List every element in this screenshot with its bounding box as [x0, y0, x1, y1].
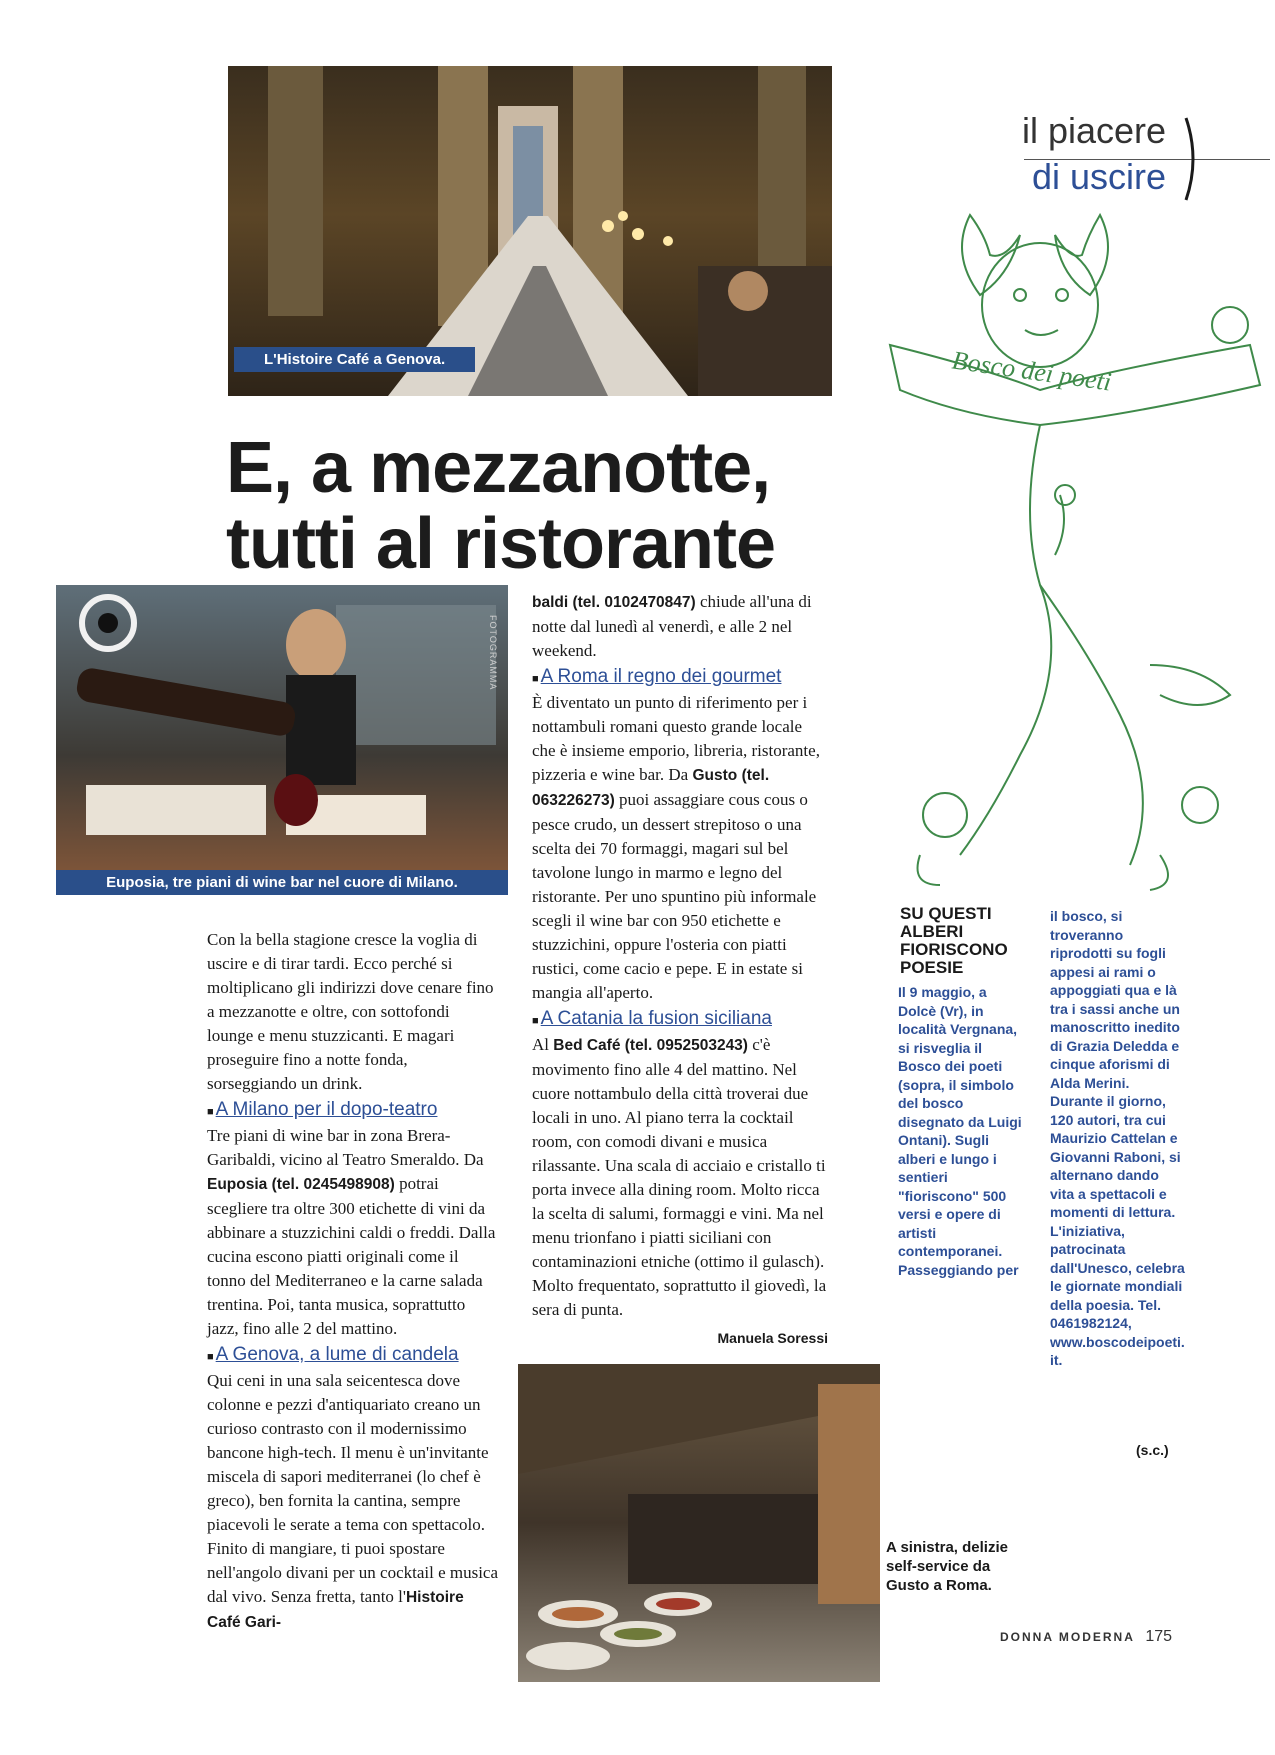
photo-euposia-credit: FOTOGRAMMA	[488, 615, 498, 691]
photo-histoire-cafe-caption: L'Histoire Café a Genova.	[234, 347, 475, 372]
roma-paragraph	[532, 665, 828, 1005]
photo-gusto	[518, 1364, 880, 1682]
catania-text-2: c'è movimento fino alle 4 del mattino. Nel cuore nottambulo della città troverai due locali in uno. Al piano terra la cocktail room, con comodi divani e musica rilassante. Una scala di acciaio e cristallo ti porta invece alla dining room. Molto ricca la scelta di salumi, formaggi e vini. Ma nel menu trionfano i piatti siciliani con contaminazioni etniche (ottimo il gulasch). Molto frequentato, soprattutto il giovedì, la sera di punta.	[532, 1035, 827, 1319]
genova-paragraph	[207, 1343, 499, 1635]
roma-subheading: ■ A Roma il regno dei gourmet	[532, 665, 828, 691]
article-intro: Con la bella stagione cresce la voglia di uscire e di tirar tardi. Ecco perché si moltiplicano gli indirizzi dove cenare fino a mezzanotte e oltre, con sottofondi lounge e menu stuzzicanti. E magari proseguire fino a notte fonda, sorseggiando un drink.	[207, 930, 494, 1093]
genova-continued	[532, 590, 828, 663]
author-byline: Manuela Soressi	[717, 1330, 828, 1346]
footer-magazine-name: DONNA MODERNA	[1000, 1630, 1135, 1644]
genova-contact-cont: baldi (tel. 0102470847)	[532, 594, 696, 611]
sidebar-box	[898, 905, 1198, 1465]
bosco-dei-poeti-drawing	[870, 195, 1270, 895]
bosco-banner-text: Bosco dei poeti	[950, 345, 1114, 397]
milano-text-2: potrai scegliere tra oltre 300 etichette di vini da abbinare a stuzzichini caldi o freddi. Dalla cucina escono piatti originali come il tonno del Mediterraneo e la carne salada trentina. Poi, tanta musica, soprattutto jazz, fino alle 2 del mattino.	[207, 1174, 496, 1338]
genova-continued-text: chiude all'una di notte dal lunedì al venerdì, e alle 2 nel weekend.	[532, 592, 812, 660]
sidebar-col-b: il bosco, si troveranno riprodotti su fogli appesi ai rami o appoggiati qua e là tra i sassi anche un manoscritto inedito di Grazia Deledda e cinque aforismi di Alda Merini. Durante il giorno, 120 autori, tra cui Maurizio Cattelan e Giovanni Raboni, si alternano dando vita a spettacoli e momenti di lettura. L'iniziativa, patrocinata dall'Unesco, celebra le giornate mondiali della poesia. Tel. 0461982124, www.boscodeipoeti.it.	[1050, 908, 1185, 1368]
catania-subheading: ■ A Catania la fusion siciliana	[532, 1007, 828, 1033]
catania-contact: Bed Café (tel. 0952503243)	[553, 1037, 748, 1054]
photo-euposia	[56, 585, 508, 895]
article-column-1	[207, 928, 499, 1635]
photo-gusto-scene	[518, 1364, 880, 1682]
sidebar-sign: (s.c.)	[1136, 1442, 1169, 1458]
genova-text: Qui ceni in una sala seicentesca dove colonne e pezzi d'antiquariato creano un curioso contrasto con il modernissimo bancone high-tech. Il menu è un'invitante miscela di sapori mediterranei (lo chef è greco), ben fornita la cantina, sempre piacevoli le serate a tema con spettacolo. Finito di mangiare, ti puoi spostare nell'angolo divani per un cocktail e musica dal vivo. Senza fretta, tanto l'	[207, 1371, 499, 1606]
page-footer	[1000, 1628, 1172, 1646]
footer-page-number: 175	[1145, 1628, 1173, 1645]
milano-subheading: ■ A Milano per il dopo-teatro	[207, 1098, 499, 1124]
headline-line2: tutti al ristorante	[226, 504, 776, 584]
section-line2: di uscire	[1032, 156, 1167, 197]
photo-euposia-caption: Euposia, tre piani di wine bar nel cuore di Milano.	[56, 870, 508, 895]
section-line1: il piacere	[1022, 110, 1167, 151]
catania-paragraph	[532, 1007, 828, 1322]
headline-line1: E, a mezzanotte,	[226, 428, 771, 508]
photo-euposia-scene	[56, 585, 508, 895]
catania-text-1: Al	[532, 1035, 554, 1054]
roma-text-2: puoi assaggiare cous cous o pesce crudo, un dessert strepitoso o una scelta dei 70 formaggi, magari sul bel tavolone lungo in marmo e legno del ristorante. Per uno spuntino più informale scegli il wine bar con 950 etichette e stuzzichini, oppure l'osteria con piatti rustici, come cacio e pepe. E in estate si mangia all'aperto.	[532, 790, 817, 1002]
article-column-2	[532, 590, 828, 1350]
roma-contact: Gusto (tel. 063226273)	[532, 767, 770, 809]
section-tag	[1010, 112, 1270, 202]
section-bracket-icon	[1182, 114, 1202, 204]
photo-histoire-cafe	[228, 66, 832, 396]
sidebar-title: SU QUESTI ALBERI FIORISCONO POESIE	[900, 904, 1008, 977]
headline	[226, 430, 775, 582]
milano-text-1: Tre piani di wine bar in zona Brera-Garibaldi, vicino al Teatro Smeraldo. Da	[207, 1126, 484, 1169]
milano-paragraph	[207, 1098, 499, 1341]
genova-contact: Histoire Café Gari-	[207, 1589, 464, 1631]
photo-gusto-caption: A sinistra, delizie self-service da Gusto a Roma.	[886, 1539, 1008, 1594]
roma-text-1: È diventato un punto di riferimento per i nottambuli romani questo grande locale che è insieme emporio, libreria, ristorante, pizzeria e wine bar. Da	[532, 693, 820, 784]
genova-subheading: ■ A Genova, a lume di candela	[207, 1343, 499, 1369]
sidebar-col-a: Il 9 maggio, a Dolcè (Vr), in località Vergnana, si risveglia il Bosco dei poeti (sopra, il simbolo del bosco disegnato da Luigi Ontani). Sugli alberi e lungo i sentieri "fioriscono" 500 versi e opere di artisti contemporanei. Passeggiando per	[898, 984, 1022, 1278]
milano-contact: Euposia (tel. 0245498908)	[207, 1176, 395, 1193]
